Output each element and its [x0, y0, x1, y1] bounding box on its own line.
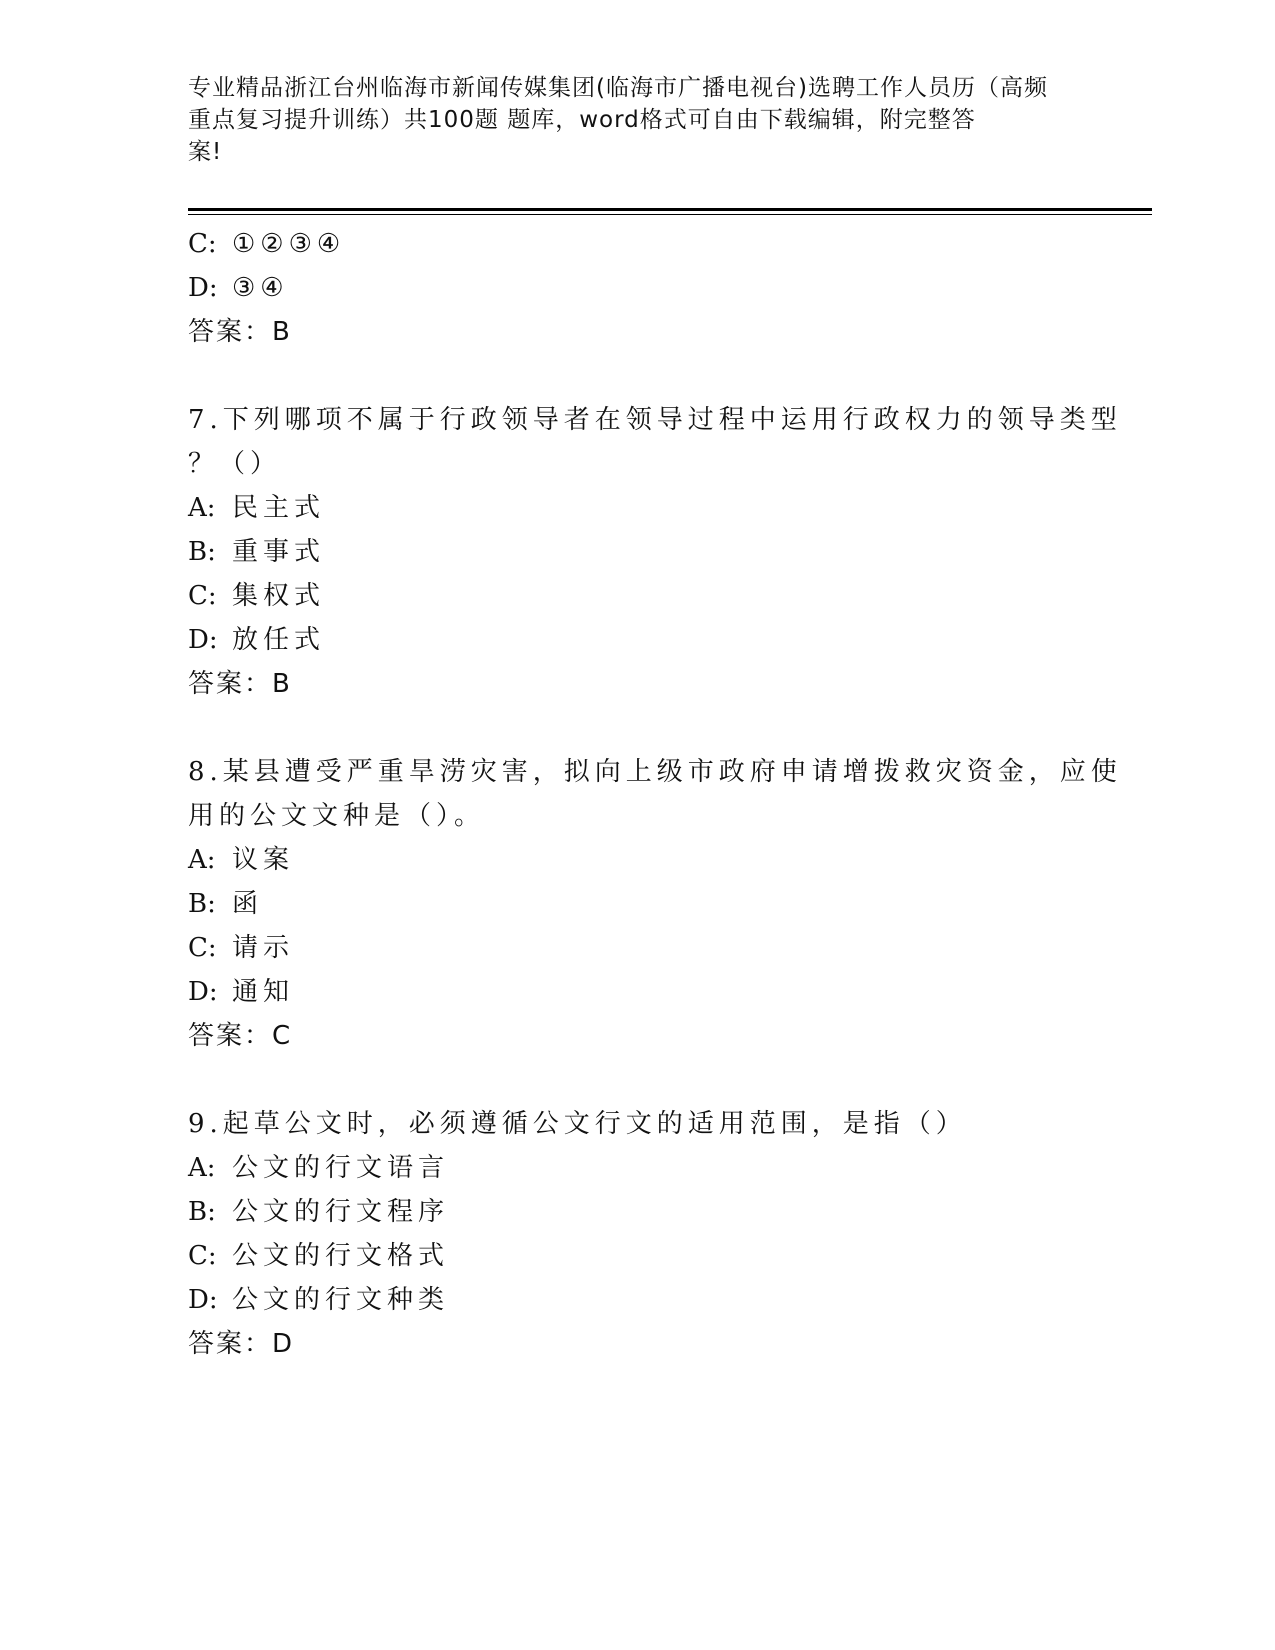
q7-option-d	[188, 622, 325, 658]
q6-option-c-label: C:	[188, 229, 217, 259]
q8-option-b-label: B:	[188, 889, 216, 919]
q7-option-c-label: C:	[188, 581, 217, 611]
q6-option-d	[188, 270, 289, 306]
q9-option-d-label: D:	[188, 1285, 218, 1315]
q9-option-b	[188, 1194, 449, 1230]
q9-option-a-text: 公文的行文语言	[232, 1153, 450, 1183]
header-title-line-2: 重点复习提升训练）共100题 题库，word格式可自由下载编辑，附完整答	[188, 107, 976, 133]
q6-option-c	[188, 226, 345, 262]
q8-option-d-label: D:	[188, 977, 218, 1007]
q8-stem-line-2: 用的公文文种是（）。	[188, 801, 486, 831]
q8-answer: 答案：C	[188, 1021, 293, 1051]
q9-option-d-text: 公文的行文种类	[232, 1285, 450, 1315]
q7-option-b-label: B:	[188, 537, 216, 567]
header-divider-thin	[188, 214, 1152, 215]
q8-option-c-label: C:	[188, 933, 217, 963]
q9-option-a	[188, 1150, 449, 1186]
q7-option-b	[188, 534, 325, 570]
q7-answer: 答案：B	[188, 669, 292, 699]
q8-option-b-text: 函	[232, 889, 264, 919]
q7-stem-line-2: ？（）	[188, 449, 282, 479]
q8-option-c	[188, 930, 294, 966]
q9-option-c-text: 公文的行文格式	[232, 1241, 450, 1271]
q7-stem-line-1: 7.下列哪项不属于行政领导者在领导过程中运用行政权力的领导类型	[188, 405, 1122, 435]
q7-option-a	[188, 490, 325, 526]
q8-option-a-label: A:	[188, 845, 216, 875]
q6-option-d-label: D:	[188, 273, 218, 303]
q9-answer: 答案：D	[188, 1329, 295, 1359]
q7-option-b-text: 重事式	[232, 537, 326, 567]
q9-option-a-label: A:	[188, 1153, 216, 1183]
q7-option-d-text: 放任式	[232, 625, 326, 655]
q9-option-b-label: B:	[188, 1197, 216, 1227]
q6-option-d-text: ③④	[232, 273, 289, 303]
q6-answer: 答案：B	[188, 317, 292, 347]
q7-option-d-label: D:	[188, 625, 218, 655]
q7-option-c	[188, 578, 325, 614]
header-title-line-3: 案!	[188, 139, 223, 165]
q9-option-d	[188, 1282, 449, 1318]
q8-option-a	[188, 842, 294, 878]
q9-stem-line-1: 9.起草公文时，必须遵循公文行文的适用范围，是指（）	[188, 1109, 967, 1139]
q8-option-a-text: 议案	[232, 845, 295, 875]
q9-option-c	[188, 1238, 449, 1274]
q8-option-d-text: 通知	[232, 977, 295, 1007]
q8-option-b	[188, 886, 263, 922]
q8-option-d	[188, 974, 294, 1010]
q7-option-a-text: 民主式	[232, 493, 326, 523]
q8-stem-line-1: 8.某县遭受严重旱涝灾害，拟向上级市政府申请增拨救灾资金，应使	[188, 757, 1122, 787]
header-divider-thick	[188, 208, 1152, 211]
q9-option-b-text: 公文的行文程序	[232, 1197, 450, 1227]
q8-option-c-text: 请示	[232, 933, 295, 963]
q7-option-c-text: 集权式	[232, 581, 326, 611]
header-title-line-1: 专业精品浙江台州临海市新闻传媒集团(临海市广播电视台)选聘工作人员历（高频	[188, 75, 1048, 101]
q9-option-c-label: C:	[188, 1241, 217, 1271]
q6-option-c-text: ①②③④	[232, 229, 346, 259]
q7-option-a-label: A:	[188, 493, 216, 523]
